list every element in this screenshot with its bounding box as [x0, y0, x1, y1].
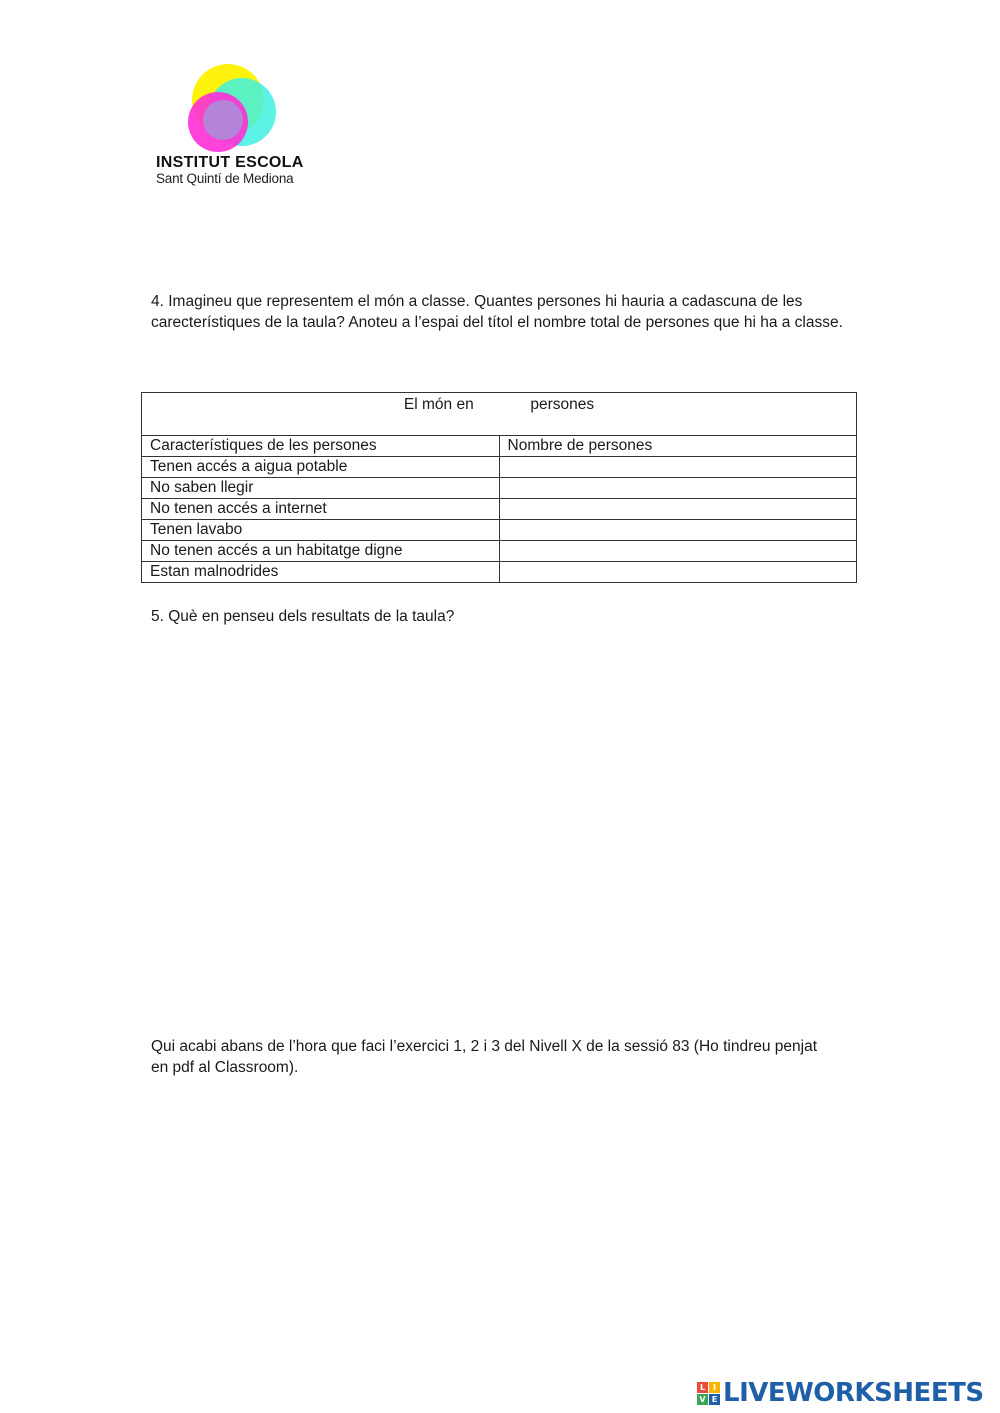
row-label: No tenen accés a internet — [142, 499, 500, 520]
row-answer-cell[interactable] — [499, 562, 857, 583]
school-logo — [150, 60, 330, 190]
liveworksheets-wordmark: LIVEWORKSHEETS — [723, 1378, 984, 1408]
table-row — [142, 562, 857, 583]
header-characteristics: Característiques de les persones — [142, 436, 500, 457]
row-answer-cell[interactable] — [499, 457, 857, 478]
logo-violet-circle — [203, 100, 243, 140]
row-answer-cell[interactable] — [499, 541, 857, 562]
liveworksheets-badge-icon — [697, 1382, 720, 1405]
school-subtitle: Sant Quintí de Mediona — [156, 171, 294, 186]
badge-letter: I — [709, 1382, 720, 1393]
row-label: Tenen lavabo — [142, 520, 500, 541]
table-title-before: El món en — [403, 396, 474, 413]
world-in-class-table — [141, 392, 857, 583]
table-row — [142, 499, 857, 520]
school-name: INSTITUT ESCOLA — [156, 154, 304, 171]
row-label: No saben llegir — [142, 478, 500, 499]
row-label: Tenen accés a aigua potable — [142, 457, 500, 478]
school-logo-icon — [180, 60, 290, 155]
question-5-text: 5. Què en penseu dels resultats de la taula? — [151, 608, 455, 625]
header-number-of-people: Nombre de persones — [499, 436, 857, 457]
extra-work-note: Qui acabi abans de l’hora que faci l’exercici 1, 2 i 3 del Nivell X de la sessió 83 (Ho tindreu penjat en pdf al Classroom). — [151, 1038, 818, 1076]
table-title-cell — [142, 393, 857, 436]
table-header-row — [142, 436, 857, 457]
row-label: No tenen accés a un habitatge digne — [142, 541, 500, 562]
row-answer-cell[interactable] — [499, 520, 857, 541]
table-title-after: persones — [530, 396, 595, 413]
badge-letter: L — [697, 1382, 708, 1393]
row-label: Estan malnodrides — [142, 562, 500, 583]
badge-letter: E — [709, 1394, 720, 1405]
table-row — [142, 478, 857, 499]
row-answer-cell[interactable] — [499, 499, 857, 520]
badge-letter: V — [697, 1394, 708, 1405]
table-row — [142, 520, 857, 541]
liveworksheets-logo[interactable] — [697, 1378, 984, 1408]
question-4-text: 4. Imagineu que representem el món a classe. Quantes persones hi hauria a cadascuna de les carecterístiques de la taula? Anoteu a l’espai del títol el nombre total de persones que hi ha a classe. — [151, 293, 843, 331]
row-answer-cell[interactable] — [499, 478, 857, 499]
table-row — [142, 457, 857, 478]
table-row — [142, 541, 857, 562]
table-title-row — [142, 393, 857, 436]
